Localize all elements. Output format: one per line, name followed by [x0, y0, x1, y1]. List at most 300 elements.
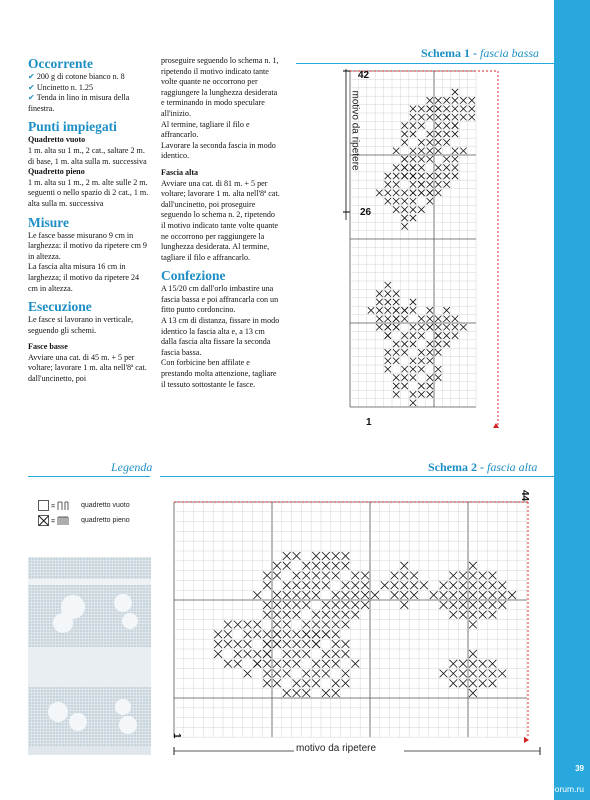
filled-square — [342, 640, 350, 648]
filled-square — [224, 660, 232, 668]
filled-square — [443, 307, 449, 313]
misure-title: Misure — [28, 214, 69, 230]
filled-square — [263, 581, 271, 589]
filled-square — [253, 660, 261, 668]
filled-square — [322, 650, 330, 658]
filled-square — [400, 562, 408, 570]
filled-square — [302, 689, 310, 697]
filled-square — [401, 131, 407, 137]
filled-square — [283, 630, 291, 638]
filled-square — [418, 114, 424, 120]
filled-square — [393, 206, 399, 212]
filled-square — [361, 572, 369, 580]
filled-square — [479, 670, 487, 678]
filled-square — [427, 148, 433, 154]
confezione-text: A 13 cm di distanza, fissare in modo identico la fascia alta e, a 13 cm dalla fascia alta fissare la seconda fascia bassa. — [161, 316, 280, 357]
filled-square — [435, 131, 441, 137]
right-column — [161, 56, 281, 390]
cont-text: Al termine, tagliare il filo e affrancarlo. — [161, 119, 250, 140]
filled-square — [435, 122, 441, 128]
filled-square — [489, 591, 497, 599]
filled-square — [400, 591, 408, 599]
filled-square — [449, 660, 457, 668]
filled-square — [385, 173, 391, 179]
filled-square — [312, 640, 320, 648]
filled-square — [452, 164, 458, 170]
filled-square — [469, 689, 477, 697]
filled-square — [418, 106, 424, 112]
filled-square — [332, 562, 340, 570]
filled-square — [385, 290, 391, 296]
filled-square — [443, 324, 449, 330]
filled-square — [293, 611, 301, 619]
filled-square — [273, 611, 281, 619]
filled-square — [435, 324, 441, 330]
filled-square — [401, 383, 407, 389]
filled-square — [435, 190, 441, 196]
filled-square — [351, 591, 359, 599]
filled-square — [479, 591, 487, 599]
filled-square — [376, 307, 382, 313]
filled-square — [302, 670, 310, 678]
filled-square — [302, 679, 310, 687]
filled-square — [283, 562, 291, 570]
filled-square — [435, 316, 441, 322]
filled-square — [322, 601, 330, 609]
svg-text:=: = — [51, 518, 56, 526]
filled-square — [489, 581, 497, 589]
filled-square — [393, 299, 399, 305]
left-column — [28, 56, 150, 385]
filled-square — [469, 660, 477, 668]
filled-square — [312, 562, 320, 570]
filled-square — [302, 640, 310, 648]
filled-square — [351, 572, 359, 580]
filled-square — [440, 601, 448, 609]
filled-square — [459, 601, 467, 609]
occorrente-item: ✔ Tenda in lino in misura della finestra. — [28, 93, 130, 113]
filled-square — [460, 148, 466, 154]
filled-square — [435, 173, 441, 179]
filled-square — [410, 307, 416, 313]
filled-square — [224, 640, 232, 648]
filled-square — [418, 332, 424, 338]
esecuzione-text: Le fasce si lavorano in verticale, seguendo gli schemi. — [28, 315, 134, 335]
quadretto-pieno-title: Quadretto pieno — [28, 167, 85, 177]
esecuzione-title: Esecuzione — [28, 299, 92, 315]
filled-square — [449, 581, 457, 589]
filled-square — [469, 650, 477, 658]
filled-square — [410, 206, 416, 212]
filled-square — [342, 552, 350, 560]
filled-square — [371, 591, 379, 599]
filled-square — [312, 670, 320, 678]
filled-square — [244, 670, 252, 678]
filled-square — [253, 621, 261, 629]
check-icon: ✔ — [28, 72, 35, 81]
filled-square — [385, 190, 391, 196]
schema2-title: Schema 2 - fascia alta — [428, 460, 538, 474]
filled-square — [263, 650, 271, 658]
filled-square — [469, 97, 475, 103]
filled-square — [322, 670, 330, 678]
filled-square — [293, 650, 301, 658]
filled-square — [332, 679, 340, 687]
filled-square — [253, 630, 261, 638]
misure-text: La fascia alta misura 16 cm in larghezza; il motivo da ripetere 24 cm in altezza. — [28, 262, 140, 293]
filled-square — [293, 679, 301, 687]
filled-square — [498, 591, 506, 599]
filled-square — [401, 366, 407, 372]
filled-square — [393, 164, 399, 170]
schema1-chart — [340, 66, 520, 436]
filled-square — [410, 215, 416, 221]
filled-square — [427, 198, 433, 204]
filled-square — [302, 601, 310, 609]
schema2-chart — [168, 490, 558, 760]
filled-square — [224, 630, 232, 638]
filled-square — [401, 316, 407, 322]
filled-square — [312, 660, 320, 668]
filled-square — [430, 591, 438, 599]
filled-square — [435, 374, 441, 380]
filled-square — [452, 131, 458, 137]
filled-square — [427, 358, 433, 364]
filled-square — [322, 552, 330, 560]
filled-square — [342, 581, 350, 589]
filled-square — [312, 611, 320, 619]
filled-square — [489, 572, 497, 580]
quadretto-vuoto-text: 1 m. alta su 1 m., 2 cat., saltare 2 m. di base, 1 m. alta sulla m. successiva — [28, 145, 147, 166]
filled-square — [263, 660, 271, 668]
filled-square — [443, 341, 449, 347]
filled-square — [263, 679, 271, 687]
filled-square — [342, 679, 350, 687]
filled-square — [410, 181, 416, 187]
filled-square — [418, 383, 424, 389]
filled-square — [440, 581, 448, 589]
filled-square — [273, 621, 281, 629]
filled-square — [391, 572, 399, 580]
filled-square — [479, 581, 487, 589]
filled-square — [452, 173, 458, 179]
filled-square — [293, 640, 301, 648]
filled-square — [351, 581, 359, 589]
filled-square — [443, 106, 449, 112]
schema2-num-right: 44 — [519, 490, 530, 502]
filled-square — [385, 307, 391, 313]
filled-square — [498, 581, 506, 589]
filled-square — [459, 572, 467, 580]
filled-square — [427, 190, 433, 196]
filled-square — [435, 114, 441, 120]
filled-square — [385, 332, 391, 338]
filled-square — [302, 621, 310, 629]
fasce-basse-title: Fasce basse — [28, 342, 68, 352]
filled-square — [427, 114, 433, 120]
filled-square — [376, 316, 382, 322]
confezione-text: Con forbicine ben affilate e prestando molta attenzione, tagliare il tessuto sottostante le fasce. — [161, 358, 277, 389]
filled-square — [393, 181, 399, 187]
punti-title: Punti impiegati — [28, 119, 117, 135]
filled-square — [435, 341, 441, 347]
filled-square — [342, 621, 350, 629]
filled-square — [332, 611, 340, 619]
filled-square — [435, 148, 441, 154]
filled-square — [283, 581, 291, 589]
filled-square — [459, 670, 467, 678]
filled-square — [410, 400, 416, 406]
filled-square — [385, 349, 391, 355]
filled-square — [443, 156, 449, 162]
filled-square — [214, 630, 222, 638]
filled-square — [273, 640, 281, 648]
filled-square — [332, 601, 340, 609]
filled-square — [234, 650, 242, 658]
filled-square — [322, 611, 330, 619]
filled-square — [214, 650, 222, 658]
filled-square — [401, 206, 407, 212]
filled-square — [469, 679, 477, 687]
filled-square — [351, 611, 359, 619]
filled-square — [410, 591, 418, 599]
occorrente-item: ✔ 200 g di cotone bianco n. 8 — [28, 72, 125, 81]
filled-square — [418, 181, 424, 187]
filled-square — [400, 581, 408, 589]
filled-square — [418, 190, 424, 196]
filled-square — [263, 611, 271, 619]
filled-square — [469, 106, 475, 112]
filled-square — [479, 601, 487, 609]
filled-square — [322, 581, 330, 589]
confezione-title: Confezione — [161, 268, 226, 284]
filled-square — [410, 299, 416, 305]
filled-square — [427, 374, 433, 380]
watermark: PassionForum.ru — [519, 784, 584, 794]
filled-square — [393, 358, 399, 364]
filled-square — [459, 679, 467, 687]
filled-square — [302, 591, 310, 599]
filled-square — [342, 650, 350, 658]
filled-square — [332, 621, 340, 629]
schema1-repeat-label: motivo da ripetere — [349, 90, 361, 171]
confezione-text: A 15/20 cm dall'orlo imbastire una fascia bassa e poi affrancarla con un fitto punto cordoncino. — [161, 284, 279, 315]
filled-square — [393, 383, 399, 389]
filled-square — [410, 198, 416, 204]
filled-square — [443, 122, 449, 128]
filled-square — [273, 670, 281, 678]
occorrente-title: Occorrente — [28, 56, 93, 71]
filled-square — [273, 572, 281, 580]
misure-text: Le fasce basse misurano 9 cm in larghezza: il motivo da ripetere cm 9 in altezza. — [28, 230, 147, 261]
filled-square — [234, 640, 242, 648]
filled-square — [410, 366, 416, 372]
filled-square — [469, 114, 475, 120]
filled-square — [293, 689, 301, 697]
filled-square — [443, 114, 449, 120]
filled-square — [332, 689, 340, 697]
filled-square — [460, 106, 466, 112]
filled-square — [361, 591, 369, 599]
filled-square — [452, 156, 458, 162]
full-square-icon — [38, 514, 74, 528]
filled-square — [283, 621, 291, 629]
filled-square — [460, 324, 466, 330]
schema2-repeat-arrow — [172, 747, 542, 755]
filled-square — [322, 660, 330, 668]
filled-square — [400, 601, 408, 609]
filled-square — [393, 173, 399, 179]
filled-square — [302, 650, 310, 658]
filled-square — [214, 640, 222, 648]
filled-square — [342, 601, 350, 609]
filled-square — [393, 391, 399, 397]
filled-square — [418, 148, 424, 154]
schema1-num-bottom: 1 — [366, 417, 372, 428]
filled-square — [273, 630, 281, 638]
filled-square — [427, 341, 433, 347]
filled-square — [418, 156, 424, 162]
filled-square — [302, 572, 310, 580]
schema2-rule — [160, 476, 556, 477]
filled-square — [393, 290, 399, 296]
filled-square — [293, 591, 301, 599]
red-arrow-marker — [524, 737, 529, 743]
filled-square — [322, 562, 330, 570]
filled-square — [302, 562, 310, 570]
schema1-num-mid: 26 — [360, 207, 372, 218]
filled-square — [351, 601, 359, 609]
filled-square — [385, 299, 391, 305]
filled-square — [253, 591, 261, 599]
filled-square — [489, 670, 497, 678]
filled-square — [234, 660, 242, 668]
filled-square — [332, 660, 340, 668]
filled-square — [312, 552, 320, 560]
filled-square — [312, 572, 320, 580]
filled-square — [452, 122, 458, 128]
filled-square — [418, 316, 424, 322]
filled-square — [418, 358, 424, 364]
sidebar-strip — [554, 0, 590, 800]
filled-square — [263, 640, 271, 648]
filled-square — [401, 349, 407, 355]
filled-square — [449, 611, 457, 619]
filled-square — [443, 97, 449, 103]
filled-square — [293, 552, 301, 560]
filled-square — [293, 572, 301, 580]
filled-square — [427, 181, 433, 187]
filled-square — [479, 611, 487, 619]
filled-square — [418, 206, 424, 212]
filled-square — [244, 650, 252, 658]
filled-square — [460, 114, 466, 120]
filled-square — [283, 689, 291, 697]
filled-square — [459, 581, 467, 589]
filled-square — [401, 139, 407, 145]
filled-square — [401, 374, 407, 380]
filled-square — [376, 324, 382, 330]
filled-square — [418, 139, 424, 145]
filled-square — [381, 581, 389, 589]
filled-square — [469, 670, 477, 678]
filled-square — [376, 190, 382, 196]
filled-square — [332, 552, 340, 560]
filled-square — [410, 148, 416, 154]
filled-square — [312, 621, 320, 629]
filled-square — [283, 670, 291, 678]
filled-square — [427, 391, 433, 397]
filled-square — [401, 223, 407, 229]
filled-square — [449, 679, 457, 687]
page-number: 39 — [575, 764, 584, 773]
filled-square — [443, 164, 449, 170]
filled-square — [244, 640, 252, 648]
filled-square — [410, 332, 416, 338]
filled-square — [283, 640, 291, 648]
filled-square — [342, 611, 350, 619]
filled-square — [452, 106, 458, 112]
filled-square — [283, 552, 291, 560]
filled-square — [410, 156, 416, 162]
filled-square — [283, 611, 291, 619]
filled-square — [312, 679, 320, 687]
filled-square — [385, 324, 391, 330]
filled-square — [332, 591, 340, 599]
filled-square — [508, 591, 516, 599]
filled-square — [489, 660, 497, 668]
filled-square — [489, 601, 497, 609]
filled-square — [322, 630, 330, 638]
filled-square — [469, 572, 477, 580]
fasce-basse-text: Avviare una cat. di 45 m. + 5 per voltare; lavorare 1 m. alta nell'8ª cat. dall'uncinetto, poi — [28, 352, 147, 384]
filled-square — [449, 601, 457, 609]
filled-square — [449, 591, 457, 599]
lace-photo — [28, 557, 151, 755]
filled-square — [443, 139, 449, 145]
filled-square — [435, 97, 441, 103]
filled-square — [427, 383, 433, 389]
filled-square — [479, 679, 487, 687]
filled-square — [469, 562, 477, 570]
filled-square — [401, 164, 407, 170]
filled-square — [393, 349, 399, 355]
schema2-repeat-label: motivo da ripetere — [296, 743, 377, 754]
filled-square — [273, 601, 281, 609]
filled-square — [435, 106, 441, 112]
filled-square — [322, 621, 330, 629]
filled-square — [393, 148, 399, 154]
filled-square — [332, 650, 340, 658]
filled-square — [376, 290, 382, 296]
filled-square — [385, 282, 391, 288]
filled-square — [410, 341, 416, 347]
filled-square — [283, 650, 291, 658]
filled-square — [427, 324, 433, 330]
filled-square — [418, 324, 424, 330]
filled-square — [410, 106, 416, 112]
filled-square — [393, 324, 399, 330]
filled-square — [435, 139, 441, 145]
filled-square — [443, 181, 449, 187]
filled-square — [498, 670, 506, 678]
filled-square — [332, 630, 340, 638]
schema1-rule — [296, 63, 556, 64]
filled-square — [452, 332, 458, 338]
filled-square — [263, 601, 271, 609]
filled-square — [283, 660, 291, 668]
schema1-num-top: 42 — [358, 70, 370, 81]
